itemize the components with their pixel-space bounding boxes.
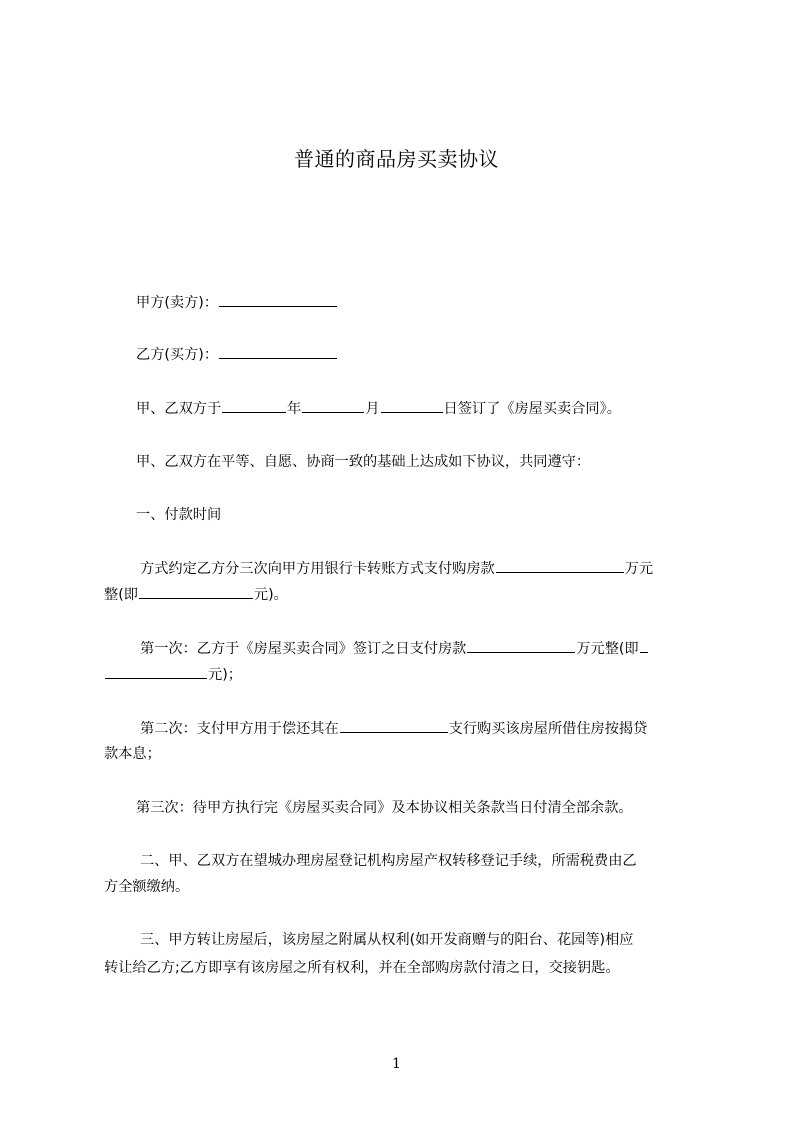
- party-b-label: 乙方(买方)：: [136, 347, 219, 363]
- payment-amount-blank: [496, 558, 624, 573]
- intro-paragraph: 甲、乙双方在平等、自愿、协商一致的基础上达成如下协议，共同遵守：: [136, 454, 591, 470]
- first-suffix: 元)；: [208, 667, 242, 683]
- second-bank-blank: [340, 718, 448, 733]
- payment-yuan-blank: [139, 584, 253, 599]
- section-2-line-1: 二、甲、乙双方在望城办理房屋登记机构房屋产权转移登记手续，所需税费由乙: [140, 853, 637, 869]
- second-installment-line-2: 款本息；: [104, 746, 161, 762]
- party-b-line: [136, 344, 338, 365]
- payment-line-1: [140, 558, 653, 579]
- payment-prefix: 整(即: [104, 587, 138, 603]
- first-installment-line-2: [104, 664, 242, 685]
- first-unit: 万元整(即: [576, 641, 639, 657]
- payment-unit: 万元: [624, 561, 654, 577]
- signing-month-blank: [302, 398, 364, 413]
- page-title: 普通的商品房买卖协议: [294, 147, 499, 171]
- first-installment-line-1: [140, 638, 649, 659]
- party-b-blank: [219, 344, 337, 359]
- signing-prefix: 甲、乙双方于: [136, 401, 222, 417]
- signing-year-label: 年: [287, 401, 302, 417]
- payment-text: 方式约定乙方分三次向甲方用银行卡转账方式支付购房款: [140, 561, 495, 577]
- first-amount-blank: [467, 638, 575, 653]
- payment-line-2: [104, 584, 288, 605]
- party-a-blank: [219, 292, 337, 307]
- section-3-line-1: 三、甲方转让房屋后，该房屋之附属从权利(如开发商赠与的阳台、花园等)相应: [140, 932, 634, 948]
- third-installment: 第三次：待甲方执行完《房屋买卖合同》及本协议相关条款当日付清全部余款。: [136, 800, 633, 816]
- first-yuan-blank: [105, 664, 207, 679]
- payment-suffix: 元)。: [253, 587, 288, 603]
- party-a-label: 甲方(卖方)：: [136, 295, 219, 311]
- first-text: 第一次：乙方于《房屋买卖合同》签订之日支付房款: [140, 641, 467, 657]
- section-3-line-2: 转让给乙方;乙方即享有该房屋之所有权利，并在全部购房款付清之日，交接钥匙。: [104, 960, 620, 976]
- signing-month-label: 月: [365, 401, 380, 417]
- signing-date-line: [136, 398, 621, 419]
- second-prefix: 第二次：支付甲方用于偿还其在: [140, 721, 339, 737]
- party-a-line: [136, 292, 338, 313]
- section-2-line-2: 方全额缴纳。: [104, 879, 190, 895]
- signing-year-blank: [222, 398, 286, 413]
- second-suffix: 支行购买该房屋所借住房按揭贷: [448, 721, 648, 737]
- section-1-heading: 一、付款时间: [136, 507, 222, 523]
- page-number: 1: [392, 1056, 401, 1072]
- second-installment-line-1: [140, 718, 647, 739]
- signing-suffix: 日签订了《房屋买卖合同》。: [443, 401, 621, 417]
- first-yuan-blank-start: [640, 638, 648, 653]
- signing-day-blank: [381, 398, 443, 413]
